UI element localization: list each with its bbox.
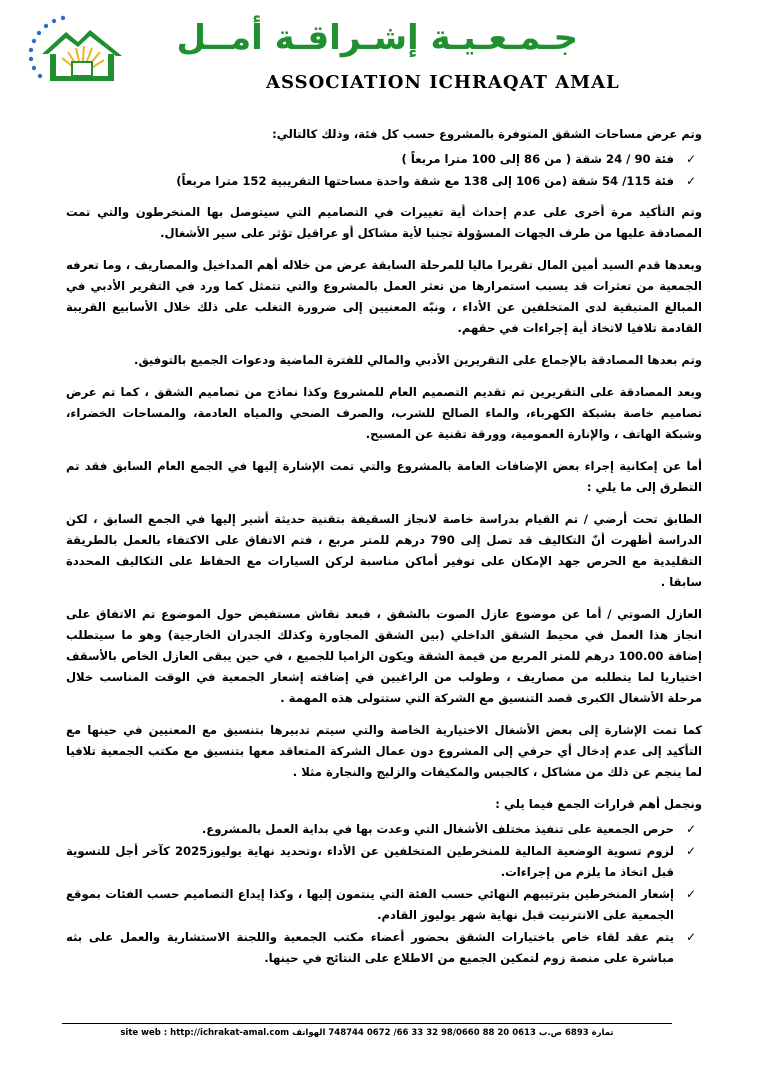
check-icon: ✓ [685,930,696,944]
association-title-french: ASSOCIATION ICHRAQAT AMAL [266,72,620,93]
paragraph: الطابق تحت أرضي / تم القيام بدراسة خاصة لانجاز السقيفة بتقنية حديثة أشير إليها في الجمع السابق ، لكن الدراسة أظهرت أنّ التكاليف قد تصل إلى 790 درهم للمتر مربع ، فتم الاتفاق على الاكتفاء بالعمل بالطريقة التقليدية مع الحرص جهد الإمكان على توفير أماكن مناسبة لركن السيارات مع الحفاظ على التكاليف المحددة سابقا . [66,512,702,589]
decisions-list [66,819,702,969]
paragraph: وتم بعدها المصادقة بالإجماع على التقريرين الأدبي والمالي للفترة الماضية ودعوات الجميع بالتوفيق. [134,353,702,367]
decisions-intro: ونجمل أهم قرارات الجمع فيما يلي : [495,797,702,811]
check-icon: ✓ [685,887,696,901]
categories-list [66,149,702,192]
footer-contact: تمارة 6893 ص.ب 0613 20 88 98/0660 32 33 66/ 0672 748744 الهواتف site web : http://ichrakat-amal.com [120,1028,614,1038]
paragraph: وتم التأكيد مرة أخرى على عدم إحداث أية تغييرات في التصاميم التي سيتوصل بها المنخرطون والتي تمت المصادقة عليها من طرف الجهات المسؤولة تجنبا لأية مشاكل أو عراقيل تؤثر على سير الأشغال. [66,205,702,240]
list-item: ✓ فئة 90 / 24 شقة ( من 86 إلى 100 مترا مربعاً ) [66,149,702,170]
paragraph: وبعد المصادقة على التقريرين تم تقديم التصميم العام للمشروع وكذا نماذج من تصاميم الشقق ، كما تم عرض تصاميم خاصة بشبكة الكهرباء، والماء الصالح للشرب، والصرف الصحي والمياه العادمة، والمساحات الخضراء، وشبكة الهاتف ، والإنارة العمومية، وورقة تقنية عن المسبح. [66,385,702,441]
paragraph: وبعدها قدم السيد أمين المال تقريرا ماليا للمرحلة السابقة عرض من خلاله أهم المداخيل والمصاريف ، وما تعرفه الجمعية من تعثرات قد يسبب استمرارها من تعثر العمل بالمشروع والتي تتمثل كما ورد في التقرير الأدبي في المبالغ المتبقية لدى المتخلفين عن الأداء ، ونبّه المعنيين إلى ضرورة التغلب على ذلك خلال الأسابيع القريبة القادمة تلافيا لاتخاذ أية إجراءات في حقهم. [66,258,702,335]
list-item: ✓ يتم عقد لقاء خاص باختيارات الشقق بحضور أعضاء مكتب الجمعية واللجنة الاستشارية والعمل على بثه مباشرة على منصة زوم لتمكين الجميع من الاطلاع على النتائج في حينها. [66,927,702,969]
check-icon: ✓ [685,822,696,836]
check-icon: ✓ [685,844,696,858]
paragraph: العازل الصوتي / أما عن موضوع عازل الصوت بالشقق ، فبعد نقاش مستفيض حول الموضوع تم الاتفاق على انجاز هذا العمل في محيط الشقق الداخلي (بين الشقق المجاورة وكذلك الجدران الخارجية) وهو ما سيتطلب إضافة 100.00 درهم للمتر المربع من قيمة الشقة ويكون الزاميا للجميع ، في حين يبقى العازل الخاص بالأسقف اختياريا لما يتطلبه من مصاريف ، وطولب من الراغبين في إضافته إشعار الجمعية في الوقت المناسب خلال مرحلة الأشغال الكبرى قصد التنسيق مع الشركة التي ستتولى هذه المهمة . [66,607,702,705]
paragraph: أما عن إمكانية إجراء بعض الإضافات العامة بالمشروع والتي تمت الإشارة إليها في الجمع العام السابق فقد تم التطرق إلى ما يلي : [66,459,702,494]
stars-icon [29,16,65,78]
list-item: ✓ لزوم تسوية الوضعية المالية للمنخرطين المتخلفين عن الأداء ،وتحديد نهاية يوليوز2025 كآخر أجل للتسوية قبل اتخاذ ما يلزم من إجراءات. [66,841,702,883]
list-item: ✓ حرص الجمعية على تنفيذ مختلف الأشغال التي وعدت بها في بداية العمل بالمشروع. [66,819,702,840]
list-item: ✓ فئة 115/ 54 شقة (من 106 إلى 138 مع شقة واحدة مساحتها التقريبية 152 مترا مربعاً) [66,171,702,192]
check-icon: ✓ [685,152,696,166]
footer-divider [62,1023,672,1024]
houses-logo-icon [22,14,134,86]
document-body [66,124,702,979]
association-title-arabic: جـمـعـيـة إشـراقـة أمــل [176,18,578,58]
intro-text: وتم عرض مساحات الشقق المتوفرة بالمشروع حسب كل فئة، وذلك كالتالي: [272,127,702,141]
paragraph: كما تمت الإشارة إلى بعض الأشغال الاختيارية الخاصة والتي سيتم تدبيرها بتنسيق مع المعنيين في حينها مع التأكيد إلى عدم إدخال أي حرفي إلى المشروع دون عمال الشركة المتعاقد معها بتنسيق مع مكتب الجمعية تلافيا لما ينجم عن ذلك من مشاكل ، كالجبس والمكيفات والزليج والنجارة مثلا . [66,723,702,779]
list-item: ✓ إشعار المنخرطين بترتيبهم النهائي حسب الفئة التي ينتمون إليها ، وكذا إيداع التصاميم حسب الفئات بموقع الجمعية على الانترنيت قبل نهاية شهر يوليوز القادم. [66,884,702,926]
check-icon: ✓ [685,174,696,188]
